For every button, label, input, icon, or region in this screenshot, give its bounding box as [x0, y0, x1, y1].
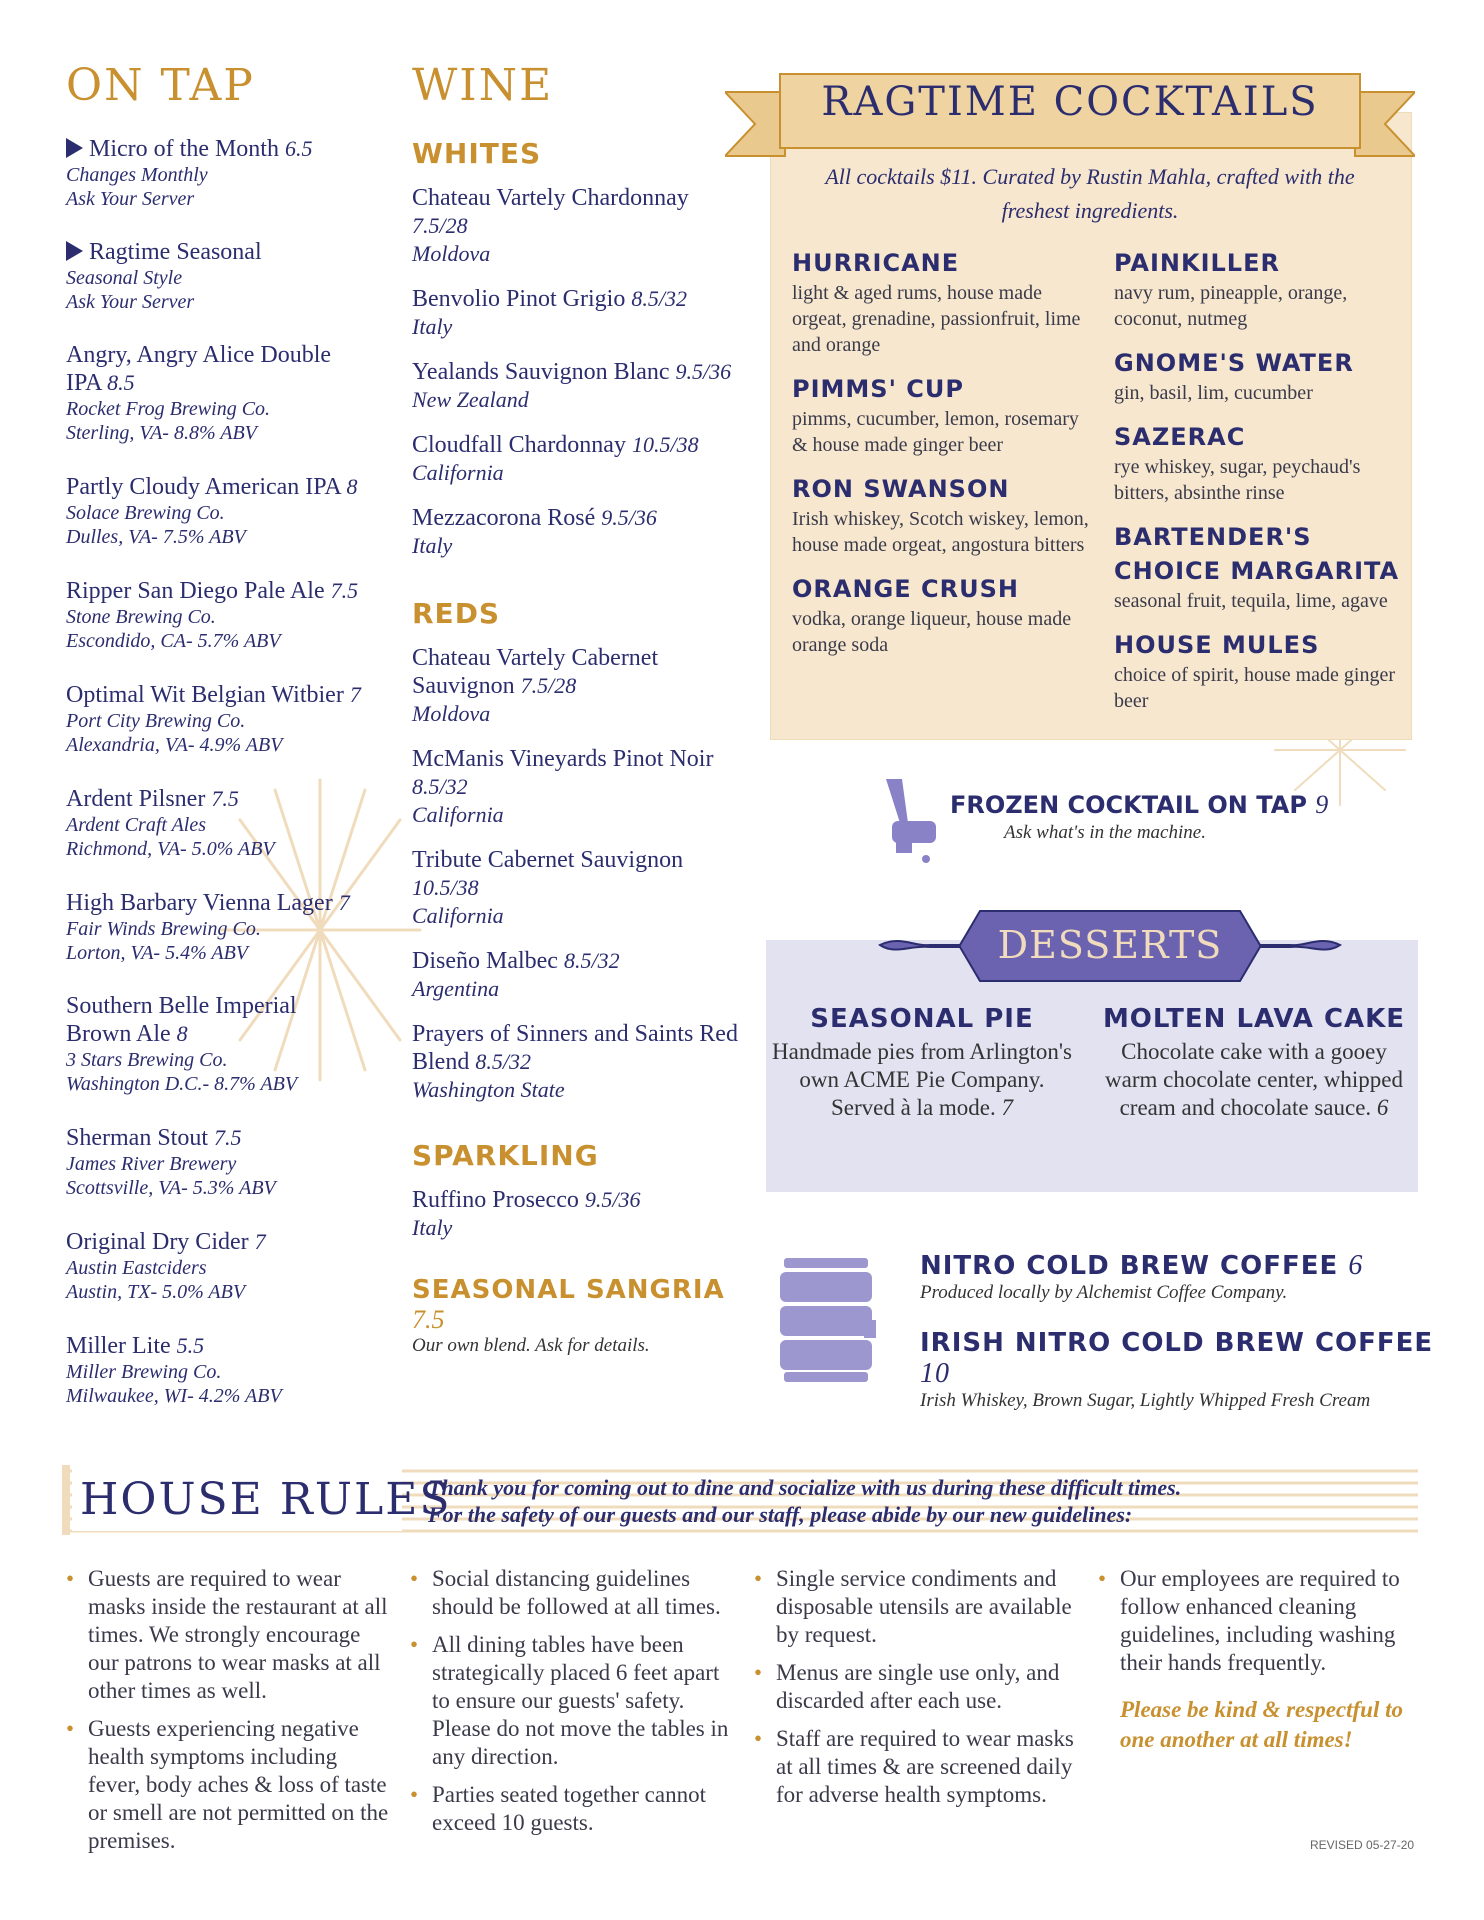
kindness-note: Please be kind & respectful to one another at all times!	[1120, 1697, 1403, 1752]
beer-detail: 3 Stars Brewing Co.	[66, 1049, 228, 1071]
cocktail-name: PAINKILLER	[1114, 249, 1280, 277]
sparkling-heading: SPARKLING	[412, 1139, 599, 1172]
beer-item	[66, 342, 366, 445]
beer-price: 7	[349, 682, 361, 707]
wine-name: Ruffino Prosecco	[412, 1187, 579, 1213]
beer-item	[66, 681, 366, 757]
rule-item: • Staff are required to wear masks at all times & are screened daily for adverse health symptoms.	[754, 1725, 1074, 1809]
sparkling-list	[412, 1186, 742, 1241]
cocktail-item	[792, 472, 1092, 558]
beer-detail: Austin, TX- 5.0% ABV	[66, 1281, 246, 1303]
frozen-name: FROZEN COCKTAIL ON TAP	[950, 791, 1307, 819]
on-tap-title: ON TAP	[66, 60, 255, 111]
cocktail-desc: gin, basil, lim, cucumber	[1114, 382, 1313, 404]
wine-name-line	[412, 431, 742, 459]
cocktail-item	[1114, 246, 1404, 332]
cocktail-item	[1114, 346, 1404, 406]
beer-price: 8.5	[107, 370, 135, 395]
wine-item	[412, 947, 742, 1002]
beer-name: High Barbary Vienna Lager	[66, 890, 333, 916]
beer-name: Ardent Pilsner	[66, 786, 206, 812]
beer-name: Angry, Angry Alice Double IPA	[66, 342, 332, 396]
dessert-desc: Handmade pies from Arlington's own ACME Pie Company. Served à la mode.	[772, 1039, 1072, 1120]
house-rules-intro	[428, 1474, 1408, 1528]
wine-name-line	[412, 358, 742, 386]
coffee-note: Irish Whiskey, Brown Sugar, Lightly Whipped Fresh Cream	[920, 1390, 1371, 1411]
beer-tap-icon	[878, 775, 938, 865]
beer-name: Ragtime Seasonal	[89, 239, 262, 265]
wine-item	[412, 358, 742, 413]
beer-detail: Solace Brewing Co.	[66, 502, 225, 524]
rule-item: • Guests are required to wear masks inside the restaurant at all times. We strongly encourage our patrons to wear masks at all other times as well.	[66, 1565, 391, 1705]
wine-item	[412, 1020, 742, 1103]
beer-item	[66, 577, 366, 653]
wine-price: 10.5/38	[631, 432, 699, 457]
beer-item	[66, 1228, 366, 1304]
beer-name-line	[66, 681, 366, 709]
wine-item	[412, 285, 742, 340]
beer-detail: Stone Brewing Co.	[66, 606, 216, 628]
dessert-price: 6	[1376, 1095, 1389, 1120]
wine-origin: California	[412, 460, 504, 485]
rule-item: • Our employees are required to follow enhanced cleaning guidelines, including washing their hands frequently.	[1098, 1565, 1418, 1677]
beer-item	[66, 889, 366, 965]
wine-name-line	[412, 1020, 742, 1076]
beer-price: 6.5	[284, 136, 313, 161]
cocktail-desc: pimms, cucumber, lemon, rosemary & house made ginger beer	[792, 408, 1079, 456]
beer-price: 7	[338, 890, 350, 915]
cocktail-desc: seasonal fruit, tequila, lime, agave	[1114, 590, 1388, 612]
cocktail-desc: rye whiskey, sugar, peychaud's bitters, absinthe rinse	[1114, 456, 1361, 504]
sangria-name: SEASONAL SANGRIA	[412, 1275, 725, 1305]
dessert-name: SEASONAL PIE	[810, 1004, 1034, 1034]
coffee-note: Produced locally by Alchemist Coffee Company.	[920, 1282, 1288, 1303]
rule-item: • Guests experiencing negative health symptoms including fever, body aches & loss of taste or smell are not permitted on the premises.	[66, 1715, 391, 1855]
coffee-name: IRISH NITRO COLD BREW COFFEE	[920, 1328, 1434, 1358]
cocktail-item	[792, 372, 1092, 458]
beer-detail: Escondido, CA- 5.7% ABV	[66, 630, 281, 652]
wine-name-line	[412, 846, 742, 902]
revised-date: REVISED 05-27-20	[1310, 1838, 1415, 1852]
desserts-title: DESSERTS	[997, 923, 1223, 967]
wine-price: 8.5/32	[475, 1049, 531, 1074]
wine-origin: Italy	[412, 533, 453, 558]
coffee-irish-nitro	[920, 1328, 1440, 1412]
whites-heading: WHITES	[412, 137, 542, 170]
beer-name-line	[66, 1332, 366, 1360]
cocktail-item	[792, 246, 1092, 358]
dessert-molten-lava-cake	[1094, 1004, 1414, 1122]
cocktail-item	[1114, 520, 1404, 614]
wine-name-line	[412, 745, 742, 801]
sangria-note: Our own blend. Ask for details.	[412, 1335, 650, 1356]
beer-detail: Changes Monthly	[66, 164, 208, 186]
beer-detail: Port City Brewing Co.	[66, 710, 246, 732]
beer-price: 5.5	[176, 1333, 205, 1358]
rules-column-2	[410, 1565, 740, 1847]
beer-price: 7.5	[330, 578, 359, 603]
rules-column-1	[66, 1565, 391, 1865]
dessert-name: MOLTEN LAVA CAKE	[1102, 1004, 1406, 1034]
wine-name: Benvolio Pinot Grigio	[412, 286, 626, 312]
cocktail-name: HURRICANE	[792, 249, 960, 277]
wine-price: 10.5/38	[412, 875, 479, 900]
cocktails-intro: All cocktails $11. Curated by Rustin Mahla, crafted with the freshest ingredients.	[825, 164, 1355, 223]
wine-item	[412, 644, 742, 727]
coffee-nitro	[920, 1250, 1440, 1304]
rules-column-4	[1098, 1565, 1418, 1755]
beer-name: Southern Belle Imperial Brown Ale	[66, 993, 297, 1047]
wine-section	[412, 60, 742, 1357]
beer-detail: Sterling, VA- 8.8% ABV	[66, 422, 257, 444]
beer-detail: Washington D.C.- 8.7% ABV	[66, 1073, 298, 1095]
wine-item	[412, 745, 742, 828]
wine-price: 9.5/36	[675, 359, 732, 384]
wine-name: Chateau Vartely Chardonnay	[412, 185, 689, 211]
wine-price: 9.5/36	[584, 1187, 641, 1212]
beer-detail: Ask Your Server	[66, 188, 195, 210]
wine-name: Yealands Sauvignon Blanc	[412, 359, 670, 385]
wine-name: Tribute Cabernet Sauvignon	[412, 847, 684, 873]
beer-detail: Austin Eastciders	[66, 1257, 207, 1279]
cocktail-name: RON SWANSON	[792, 475, 1010, 503]
wine-item	[412, 1186, 742, 1241]
coffee-name: NITRO COLD BREW COFFEE	[920, 1251, 1339, 1281]
beer-price: 8	[176, 1021, 188, 1046]
beer-name: Partly Cloudy American IPA	[66, 474, 341, 500]
beer-name-line	[66, 1124, 366, 1152]
beer-detail: Ask Your Server	[66, 291, 195, 313]
cocktail-desc: Irish whiskey, Scotch wiskey, lemon, house made orgeat, angostura bitters	[792, 508, 1089, 556]
wine-name: McManis Vineyards Pinot Noir	[412, 746, 714, 772]
beer-name: Ripper San Diego Pale Ale	[66, 578, 325, 604]
dessert-seasonal-pie	[772, 1004, 1072, 1122]
whites-list	[412, 184, 742, 559]
beer-detail: Ardent Craft Ales	[66, 814, 206, 836]
wine-price: 9.5/36	[601, 505, 657, 530]
wine-name-line	[412, 1186, 742, 1214]
cocktail-name: ORANGE CRUSH	[792, 575, 1019, 603]
wine-price: 8.5/32	[631, 286, 687, 311]
cocktail-desc: light & aged rums, house made orgeat, grenadine, passionfruit, lime and orange	[792, 282, 1081, 356]
keg-icon	[776, 1258, 876, 1382]
beer-name-line	[66, 993, 366, 1048]
beer-name-line	[66, 785, 366, 813]
dessert-desc: Chocolate cake with a gooey warm chocolate center, whipped cream and chocolate sauce.	[1105, 1039, 1403, 1120]
coffee-price: 10	[920, 1358, 950, 1389]
frozen-price: 9	[1315, 790, 1329, 819]
wine-origin: Italy	[412, 314, 453, 339]
rule-item: • Parties seated together cannot exceed 10 guests.	[410, 1781, 740, 1837]
wine-name-line	[412, 504, 742, 532]
on-tap-section	[66, 60, 366, 1436]
house-rules-title: HOUSE RULES	[80, 1474, 452, 1525]
beer-detail: Lorton, VA- 5.4% ABV	[66, 942, 249, 964]
triangle-icon	[66, 241, 83, 261]
beer-detail: Fair Winds Brewing Co.	[66, 918, 261, 940]
rule-item: • All dining tables have been strategically placed 6 feet apart to ensure our guests' safety. Please do not move the tables in any direction.	[410, 1631, 740, 1771]
rule-item: • Single service condiments and disposable utensils are available by request.	[754, 1565, 1074, 1649]
wine-origin: Moldova	[412, 241, 491, 266]
wine-origin: Italy	[412, 1215, 453, 1240]
cocktail-name: HOUSE MULES	[1114, 631, 1320, 659]
beer-item	[66, 239, 366, 314]
frozen-note: Ask what's in the machine.	[1004, 822, 1206, 843]
beer-detail: Richmond, VA- 5.0% ABV	[66, 838, 275, 860]
wine-name: Mezzacorona Rosé	[412, 505, 596, 531]
wine-name: Cloudfall Chardonnay	[412, 432, 626, 458]
beer-name-line	[66, 135, 366, 163]
beer-name: Original Dry Cider	[66, 1229, 249, 1255]
wine-origin: Argentina	[412, 976, 500, 1001]
sangria-price: 7.5	[412, 1305, 445, 1334]
wine-item	[412, 431, 742, 486]
beer-detail: Alexandria, VA- 4.9% ABV	[66, 734, 283, 756]
beer-name-line	[66, 889, 366, 917]
beer-detail: Scottsville, VA- 5.3% ABV	[66, 1177, 276, 1199]
wine-origin: California	[412, 903, 504, 928]
wine-name-line	[412, 184, 742, 240]
beer-detail: Seasonal Style	[66, 267, 183, 289]
cocktail-desc: choice of spirit, house made ginger beer	[1114, 664, 1396, 712]
wine-name: Chateau Vartely Cabernet Sauvignon	[412, 645, 659, 699]
rule-item: • Social distancing guidelines should be followed at all times.	[410, 1565, 740, 1621]
wine-title: WINE	[412, 60, 554, 111]
wine-origin: California	[412, 802, 504, 827]
beer-detail: Dulles, VA- 7.5% ABV	[66, 526, 246, 548]
house-rules-intro-line1: Thank you for coming out to dine and socialize with us during these difficult times.	[428, 1475, 1182, 1500]
wine-name-line	[412, 285, 742, 313]
wine-origin: New Zealand	[412, 387, 529, 412]
wine-price: 8.5/32	[412, 774, 468, 799]
cocktail-column-left	[792, 246, 1092, 672]
rules-column-3	[754, 1565, 1074, 1819]
beer-name-line	[66, 577, 366, 605]
dessert-price: 7	[1001, 1095, 1014, 1120]
wine-name: Prayers of Sinners and Saints Red Blend	[412, 1021, 738, 1075]
beer-name-line	[66, 239, 366, 266]
beer-name: Miller Lite	[66, 1333, 171, 1359]
wine-origin: Moldova	[412, 701, 491, 726]
cocktail-desc: vodka, orange liqueur, house made orange soda	[792, 608, 1072, 656]
house-rules-intro-line2: For the safety of our guests and our staff, please abide by our new guidelines:	[428, 1502, 1133, 1527]
beer-item	[66, 135, 366, 211]
wine-price: 8.5/32	[563, 948, 620, 973]
wine-price: 7.5/28	[412, 213, 468, 238]
beer-name: Optimal Wit Belgian Witbier	[66, 682, 344, 708]
frozen-cocktail	[950, 790, 1350, 844]
wine-origin: Washington State	[412, 1077, 565, 1102]
cocktail-name: BARTENDER'S CHOICE MARGARITA	[1114, 523, 1400, 585]
cocktail-name: GNOME'S WATER	[1114, 349, 1354, 377]
coffee-price: 6	[1348, 1250, 1364, 1281]
wine-name-line	[412, 947, 742, 975]
beer-price: 7.5	[214, 1125, 242, 1150]
beer-name: Micro of the Month	[89, 136, 279, 162]
cocktail-item	[1114, 420, 1404, 506]
wine-item	[412, 184, 742, 267]
wine-item	[412, 504, 742, 559]
beer-detail: James River Brewery	[66, 1153, 237, 1175]
reds-heading: REDS	[412, 597, 501, 630]
beer-price: 8	[346, 474, 358, 499]
cocktail-item	[792, 572, 1092, 658]
cocktail-name: SAZERAC	[1114, 423, 1246, 451]
beer-price: 7.5	[211, 786, 239, 811]
beer-item	[66, 473, 366, 549]
beer-list	[66, 135, 366, 1408]
beer-item	[66, 1124, 366, 1200]
beer-detail: Miller Brewing Co.	[66, 1361, 222, 1383]
beer-item	[66, 993, 366, 1096]
cocktail-desc: navy rum, pineapple, orange, coconut, nutmeg	[1114, 282, 1348, 330]
cocktail-column-right	[1114, 246, 1404, 728]
beer-detail: Rocket Frog Brewing Co.	[66, 398, 271, 420]
beer-name-line	[66, 473, 366, 501]
triangle-icon	[66, 138, 83, 158]
beer-name: Sherman Stout	[66, 1125, 208, 1151]
beer-name-line	[66, 1228, 366, 1256]
rule-item: • Menus are single use only, and discarded after each use.	[754, 1659, 1074, 1715]
beer-item	[66, 785, 366, 861]
beer-detail: Milwaukee, WI- 4.2% ABV	[66, 1385, 282, 1407]
beer-item	[66, 1332, 366, 1408]
wine-name-line	[412, 644, 742, 700]
wine-item	[412, 846, 742, 929]
beer-price: 7	[254, 1229, 266, 1254]
cocktail-item	[1114, 628, 1404, 714]
wine-name: Diseño Malbec	[412, 948, 558, 974]
cocktail-name: PIMMS' CUP	[792, 375, 964, 403]
sangria	[412, 1275, 742, 1357]
wine-price: 7.5/28	[520, 673, 577, 698]
cocktails-title: RAGTIME COCKTAILS	[821, 79, 1319, 125]
beer-name-line	[66, 342, 366, 397]
reds-list	[412, 644, 742, 1103]
